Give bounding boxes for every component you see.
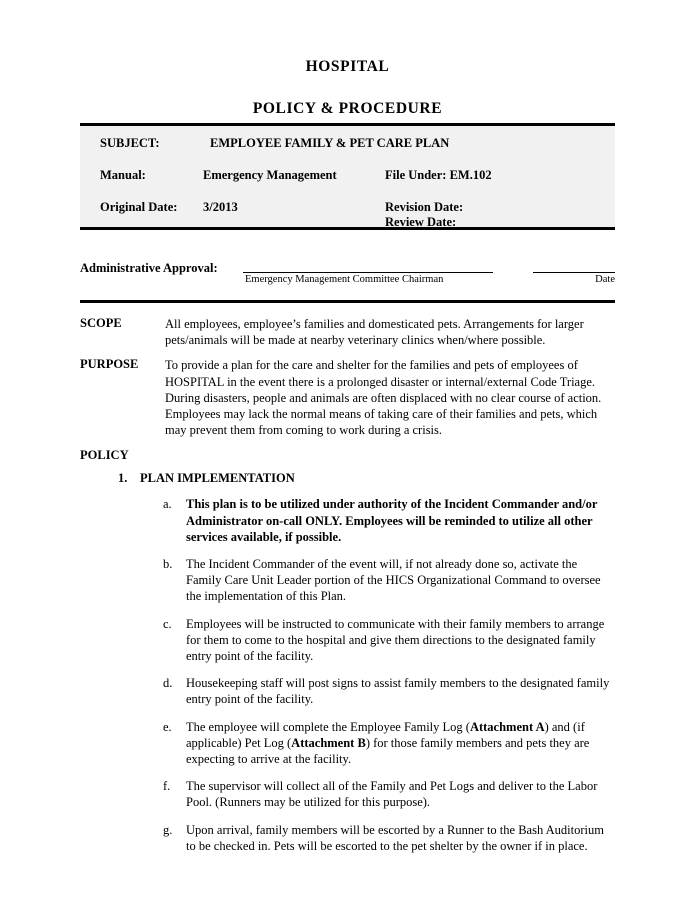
list-item-text: The Incident Commander of the event will, if not already done so, activate the Family Care Unit Leader portion of the HICS Organizational Command to oversee the implementation of this Plan. — [186, 557, 601, 604]
section-scope — [0, 316, 695, 348]
original-date-value: 3/2013 — [203, 200, 238, 214]
policy-header-box — [80, 123, 615, 230]
list-item-marker: c. — [163, 616, 172, 631]
policy-label: POLICY — [80, 448, 129, 463]
file-under-value: File Under: EM.102 — [385, 168, 492, 182]
list-item — [163, 556, 615, 605]
revision-review-date-labels — [385, 200, 463, 230]
policy-item-1-marker: 1. — [118, 471, 128, 486]
purpose-label: PURPOSE — [80, 357, 139, 372]
subject-value: EMPLOYEE FAMILY & PET CARE PLAN — [210, 136, 450, 150]
original-date-label: Original Date: — [100, 200, 178, 214]
list-item-marker: g. — [163, 822, 173, 837]
scope-label: SCOPE — [80, 316, 122, 330]
administrative-approval-label: Administrative Approval: — [80, 261, 218, 275]
list-item — [163, 778, 615, 810]
list-item — [163, 675, 615, 707]
scope-text: All employees, employee’s families and domesticated pets. Arrangements for larger pets/animals will be made at nearby veterinary clinics when/where possible. — [165, 317, 584, 348]
list-item-text: Employees will be instructed to communicate with their family members to arrange for them to come to the hospital and give them directions to the designated family entry point of the facility. — [186, 616, 605, 664]
header-row-subject — [80, 136, 615, 151]
list-item-text: The employee will complete the Employee Family Log (Attachment A) and (if applicable) Pet Log (Attachment B) for those family members and pets they are expecting to arrive at the facility. — [186, 719, 590, 767]
signature-caption-chairman: Emergency Management Committee Chairman — [245, 274, 444, 285]
list-item-marker: d. — [163, 676, 173, 691]
list-item — [163, 616, 615, 665]
document-title-policy-procedure: POLICY & PROCEDURE — [252, 100, 443, 117]
policy-item-1 — [118, 471, 615, 486]
document-body — [0, 316, 695, 865]
list-item-text: This plan is to be utilized under authority of the Incident Commander and/or Administrator on-call ONLY. Employees will be reminded to utilize all other services available, if possible. — [186, 497, 598, 544]
signature-caption-date: Date — [595, 274, 615, 285]
review-date-label: Review Date: — [385, 215, 457, 229]
header-row-manual — [80, 168, 615, 183]
list-item-marker: f. — [163, 779, 171, 794]
purpose-text: To provide a plan for the care and shelter for the families and pets of employees of HOSPITAL in the event there is a prolonged disaster or internal/external Code Triage. During disasters, people and animals are often displaced with no clear course of action. Employees may lack the normal means of taking care of their families and pets, which may prevent them from coming to work during a crisis. — [165, 358, 602, 438]
policy-item-1-sublist — [0, 496, 695, 854]
document-title-hospital: HOSPITAL — [305, 58, 390, 75]
list-item-text: Upon arrival, family members will be escorted by a Runner to the Bash Auditorium to be checked in. Pets will be escorted to the pet shelter by the owner if in place. — [186, 822, 604, 853]
header-row-dates — [80, 200, 615, 229]
administrative-approval-block — [80, 258, 615, 298]
list-item-marker: b. — [163, 557, 173, 572]
list-item — [163, 719, 615, 768]
section-purpose — [0, 357, 695, 438]
list-item-text: Housekeeping staff will post signs to assist family members to the designated family entry point of the facility. — [186, 676, 610, 707]
signature-line-date[interactable] — [533, 272, 615, 273]
revision-date-label: Revision Date: — [385, 200, 464, 214]
list-item — [163, 496, 615, 545]
manual-value: Emergency Management — [203, 168, 337, 182]
subject-label: SUBJECT: — [100, 136, 160, 150]
list-item — [163, 822, 615, 854]
list-item-text: The supervisor will collect all of the Family and Pet Logs and deliver to the Labor Pool. (Runners may be utilized for this purpose). — [186, 779, 598, 810]
manual-label: Manual: — [100, 168, 146, 182]
policy-item-1-heading: PLAN IMPLEMENTATION — [140, 471, 295, 486]
list-item-marker: a. — [163, 497, 172, 512]
horizontal-rule-below-approval — [80, 300, 615, 303]
list-item-marker: e. — [163, 719, 172, 734]
signature-line-chairman[interactable] — [243, 272, 493, 273]
